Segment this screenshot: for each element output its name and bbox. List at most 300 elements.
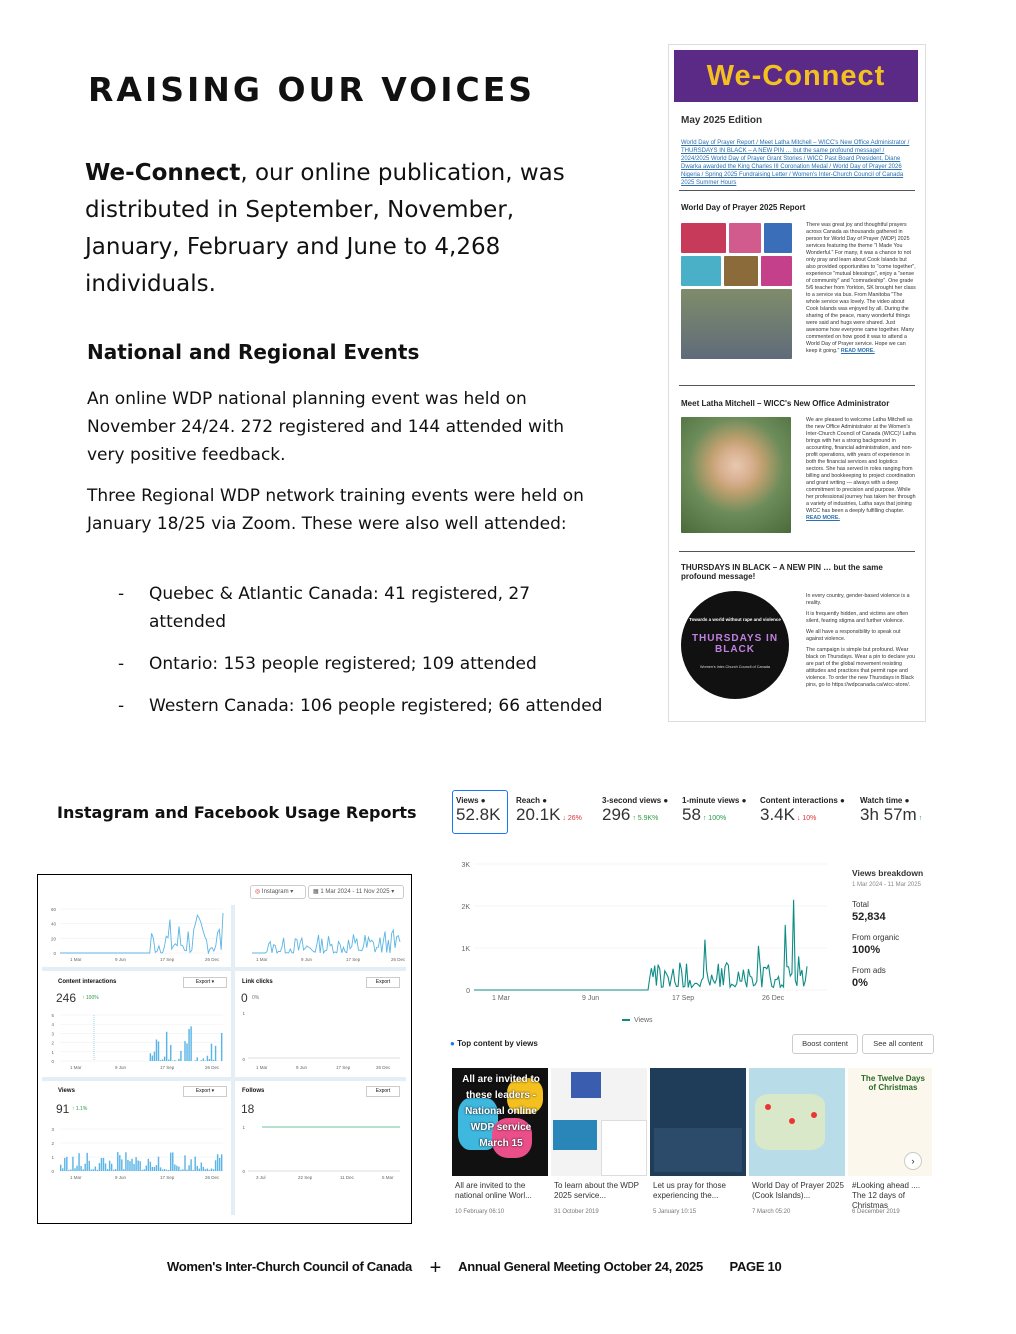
bar [113,1170,114,1171]
bar [131,1159,132,1171]
bar [172,1152,173,1171]
bar [156,1165,157,1171]
ads-label: From ads [852,966,886,975]
metric-delta: ↑ 100% [700,815,727,822]
bar [168,1170,169,1171]
bar [219,1158,220,1171]
bar [117,1152,118,1171]
tib-text-4: The campaign is simple but profound. Wear black on Thursdays. Wear a pin to declare you are part of the global movement resisting attitudes and practices that permit rape and violence. To order the new Thursdays in Black pins, go to https://wdpcanada.ca/wicc-store/. [806,647,916,688]
bar [184,1155,185,1171]
bar [78,1153,79,1171]
footer-meeting: Annual General Meeting October 24, 2025 [458,1259,703,1274]
metric-value-text: 58 [682,805,701,824]
newsletter-banner: We-Connect [674,50,918,102]
bar [133,1164,134,1171]
metric-value-text: 296 [602,805,631,824]
bullet-dash: - [118,654,125,674]
bar [99,1163,100,1171]
bullet-text: Ontario: 153 people registered; 109 attended [149,654,537,674]
tile-date: 10 February 06:10 [455,1209,505,1215]
total-value: 52,834 [852,911,886,923]
tile-photo [654,1128,742,1172]
organic-label: From organic [852,933,900,942]
platform-filter-label: Instagram [261,889,289,895]
bar [121,1159,122,1171]
top-content-tile[interactable] [848,1068,932,1176]
newsletter-section-title: Meet Latha Mitchell – WICC's New Office Administrator [681,399,890,408]
wdp-photo [729,223,761,253]
newsletter-section-body [806,417,916,522]
bullet-item [118,692,603,720]
tile-date: 7 March 05:20 [752,1209,791,1215]
bar [86,1153,87,1171]
views-delta: ↑ 1.1% [72,1106,88,1112]
y-tick-label: 20 [50,936,56,942]
metric-value [760,805,845,825]
events-title: National and Regional Events [87,340,420,364]
events-para-1: An online WDP national planning event was held on November 24/24. 272 registered and 144 attended with very positive feedback. [87,389,565,465]
x-tick-label: 17 Sep [672,995,695,1002]
bar [158,1157,159,1171]
intro-rest: , our online publication, was distributed in September, November, January, February and June to 4,268 individuals. [85,160,565,297]
tile-photo [553,1120,597,1150]
metric-tab[interactable] [602,796,668,825]
bar [217,1154,218,1171]
bar [176,1166,177,1171]
bar [160,1167,161,1171]
views-label: Views [58,1088,75,1094]
bar [211,1044,212,1061]
export-button[interactable]: Export [366,1086,400,1097]
bullet-dash: - [118,696,125,716]
x-tick-label: 17 Sep [160,957,175,962]
y-tick-label: 2K [461,904,470,911]
breakdown-title: Views breakdown [852,868,924,878]
bullet-text: Quebec & Atlantic Canada: 41 registered, 27 attended [149,584,531,632]
tile-date: 6 December 2019 [852,1209,900,1215]
metric-delta: ↓ 26% [560,815,582,822]
top-content-title: Top content by views [457,1039,538,1048]
tib-text-1: In every country, gender-based violence is a reality. [806,593,910,606]
bar [221,1033,222,1061]
metric-label: 3-second views ● [602,796,669,805]
x-tick-label: 17 Sep [160,1065,175,1070]
views-series-line [474,900,807,990]
x-tick-label: 26 Dec [391,957,406,962]
bar [62,1168,63,1171]
bar [89,1161,90,1171]
bar [111,1164,112,1171]
bar [152,1055,153,1061]
bar [190,1026,191,1061]
thursdays-in-black-pin [681,591,789,699]
top-content-tile[interactable] [452,1068,548,1176]
bar [97,1170,98,1171]
newsletter-section-body [806,593,916,689]
bar [197,1057,198,1061]
x-tick-label: 26 Dec [205,1065,220,1070]
bar [152,1167,153,1171]
series-line [252,930,400,953]
total-label: Total [852,900,869,909]
tile-caption: All are invited to the national online Worl... [455,1181,532,1200]
newsletter-section-title: World Day of Prayer 2025 Report [681,203,806,212]
bar [142,1170,143,1171]
bar [154,1052,155,1061]
bar [135,1157,136,1171]
bar [156,1040,157,1061]
bar [174,1165,175,1171]
see-all-content-button[interactable]: See all content [862,1034,934,1054]
views-value: 91 [56,1102,70,1116]
metric-tab[interactable] [760,796,845,825]
platform-filter[interactable]: ◎ Instagram ▾ [250,885,306,899]
metric-value [860,805,922,825]
bar [66,1157,67,1171]
x-tick-label: 17 Sep [346,957,361,962]
content-interactions-value: 246 [56,991,77,1005]
x-tick-label: 17 Sep [160,1175,175,1180]
metric-delta: ↑ [916,815,923,822]
read-more-link[interactable]: READ MORE. [840,348,875,354]
bar [125,1152,126,1171]
bar [186,1043,187,1061]
follows-value: 18 [241,1102,255,1116]
bar [209,1059,210,1061]
metric-value [456,805,500,825]
bar [192,1170,193,1171]
tile-date: 31 October 2019 [554,1209,599,1215]
bar [166,1032,167,1061]
tile-date: 5 January 10:15 [653,1209,697,1215]
y-tick-label: 3 [51,1031,54,1037]
bar [213,1060,214,1061]
events-para-2: Three Regional WDP network training events were held on January 18/25 via Zoom. These were also well attended: [87,486,584,534]
bar [166,1170,167,1171]
ig-chart-b [252,930,406,962]
bar [91,1170,92,1171]
bar [174,1060,175,1061]
map-pin-icon [811,1112,817,1118]
bar [119,1155,120,1171]
bar [199,1169,200,1171]
bar [146,1166,147,1171]
footer-page: PAGE 10 [729,1259,782,1274]
x-tick-label: 3 Jul [256,1175,266,1180]
metric-value [682,805,746,825]
newsletter-toc-links[interactable]: World Day of Prayer Report / Meet Latha Mitchell – WICC's New Office Administrator / THURSDAYS IN BLACK – A NEW PIN … but the same profound message! / 2024/2025 World Day of Prayer Grant Stories / WICC Past Board President, Diane Dwarka awarded the King Charles III Coronation Medal / World Day of Prayer 2026 Nigeria / Spring 2025 Fundraising Letter / Women's Inter-Church Council of Canada 2025 Summer Hours [681,140,910,186]
wdp-photo [681,223,726,253]
y-tick-label: 4 [51,1022,54,1028]
bar [154,1167,155,1171]
pin-bottom-text: Women's Inter-Church Council of Canada [699,665,771,669]
x-tick-label: 1 Mar [492,995,510,1002]
bar [101,1158,102,1171]
date-range-filter[interactable]: ▦ 1 Mar 2024 - 11 Nov 2025 ▾ [308,885,404,899]
x-tick-label: 26 Dec [762,995,785,1002]
we-connect-name: We-Connect [85,160,241,186]
link-clicks-delta: 0% [252,995,260,1001]
y-tick-label: 5 [51,1013,54,1018]
facebook-icon: ● [450,1039,455,1048]
bullet-dash: - [118,584,125,604]
content-interactions-label: Content interactions [58,979,117,985]
bar [80,1166,81,1171]
wdp-photo [681,256,721,286]
metric-tab[interactable] [860,796,922,825]
x-tick-label: 9 Jun [301,957,313,962]
divider [679,551,915,552]
x-tick-label: 1 Mar [70,1175,82,1180]
facebook-views-chart [452,848,842,1028]
tib-text-3: We all have a responsibility to speak out against violence. [806,629,901,642]
x-tick-label: 9 Jun [296,1065,308,1070]
bar [215,1160,216,1171]
ig-chart-views [51,1125,394,1180]
bar [197,1166,198,1171]
facebook-metrics-row [452,790,937,838]
wdp-logo [571,1072,601,1098]
bar [203,1167,204,1171]
bar [188,1165,189,1171]
bar [164,1169,165,1171]
bar [162,1169,163,1171]
tile-overlay-text: The Twelve Days of Christmas [861,1074,925,1092]
x-tick-label: 22 Sep [298,1175,313,1180]
bar [93,1169,94,1171]
footer-org: Women's Inter-Church Council of Canada [167,1259,412,1274]
intro-paragraph [85,155,605,303]
link-clicks-value: 0 [241,991,248,1005]
breakdown-range: 1 Mar 2024 - 11 Mar 2025 [852,882,921,888]
bar [109,1161,110,1171]
bullet-item [118,580,588,636]
metric-label: Reach ● [516,796,548,805]
legend-label: Views [634,1017,653,1024]
top-content-header [450,1039,538,1048]
wdp-photo [761,256,792,286]
bar [105,1163,106,1171]
page-heading: RAISING OUR VOICES [88,70,536,109]
bar [150,1162,151,1171]
y-tick-label: 40 [50,921,56,927]
bar [170,1045,171,1061]
metric-delta: ↑ 5.9K% [630,815,659,822]
newsletter-section-title: THURSDAYS IN BLACK – A NEW PIN … but the same profound message! [681,563,883,581]
bar [203,1058,204,1061]
bar [201,1163,202,1171]
divider [679,385,915,386]
x-tick-label: 1 Mar [70,957,82,962]
read-more-link[interactable]: READ MORE. [806,515,840,521]
pin-main-text: THURSDAYS IN BLACK [691,633,779,655]
x-tick-label: 26 Dec [205,1175,220,1180]
x-tick-label: 1 Mar [256,1065,268,1070]
top-content-tile[interactable] [749,1068,845,1176]
export-label: Export [195,979,211,985]
y-tick-label: 2 [51,1040,54,1046]
bar [68,1170,69,1171]
bar [162,1059,163,1061]
calendar-icon: ▦ [313,889,319,895]
y-tick-label: 1 [242,1125,245,1130]
bar [64,1158,65,1171]
instagram-charts-svg [38,875,411,1223]
bar [70,1170,71,1171]
y-tick-label: 0 [242,1169,245,1174]
metric-tab[interactable] [456,796,500,825]
export-label: Export [195,1088,211,1094]
bar [74,1168,75,1171]
bar [137,1160,138,1171]
tib-text-2: It is frequently hidden, and victims are often silent, fearing stigma and further violence. [806,611,909,624]
bar [178,1059,179,1061]
map-pin-icon [765,1104,771,1110]
x-tick-label: 17 Sep [336,1065,351,1070]
bullet-item [118,650,588,678]
metric-tab[interactable] [516,796,582,825]
y-tick-label: 3 [51,1127,54,1132]
bar [168,1060,169,1061]
bar [144,1169,145,1171]
x-tick-label: 26 Dec [205,957,220,962]
y-tick-label: 0 [466,988,470,995]
ig-chart-a [51,907,223,962]
tile-caption: World Day of Prayer 2025 (Cook Islands)... [752,1181,844,1200]
bar [211,1168,212,1171]
bar [84,1164,85,1171]
chevron-right-icon[interactable]: › [904,1152,922,1170]
metric-label: 1-minute views ● [682,796,747,805]
newsletter-edition: May 2025 Edition [681,115,763,126]
y-tick-label: 60 [50,907,56,912]
ads-value: 0% [852,977,868,989]
bar [123,1169,124,1171]
tile-caption: #Looking ahead .... The 12 days of Christmas [852,1181,921,1210]
plus-icon: + [429,1257,441,1279]
tile-document [601,1120,647,1176]
newsletter-preview [668,44,926,722]
y-tick-label: 2 [51,1141,54,1146]
export-button[interactable]: Export ▾ [183,977,227,988]
x-tick-label: 1 Mar [70,1065,82,1070]
tile-overlay-text: All are invited to these leaders - National online WDP service March 15 [462,1074,540,1149]
metric-label: Views ● [456,796,486,805]
bar [186,1170,187,1171]
bar [127,1160,128,1171]
bar [180,1051,181,1061]
content-interactions-delta: ↑ 100% [82,995,99,1001]
instagram-icon: ◎ [255,889,261,895]
bar [221,1154,222,1171]
wdp-group-photo [681,289,792,359]
x-tick-label: 11 Dec [340,1175,354,1180]
x-tick-label: 1 Mar [256,957,268,962]
date-range-label: 1 Mar 2024 - 11 Nov 2025 [320,889,390,895]
y-tick-label: 3K [461,862,470,869]
bar [205,1169,206,1171]
bar [201,1060,202,1061]
bar [188,1029,189,1061]
series-line [60,913,223,953]
y-tick-label: 1K [461,946,470,953]
x-tick-label: 26 Dec [376,1065,391,1070]
newsletter-section-body [806,222,916,355]
boost-content-button[interactable]: Boost content [792,1034,858,1054]
bullet-text: Western Canada: 106 people registered; 66 attended [149,696,603,716]
bar [209,1170,210,1171]
bar [180,1170,181,1171]
y-tick-label: 0 [51,1169,54,1174]
bar [60,1165,61,1171]
instagram-dashboard [37,874,412,1224]
metric-value-text: 20.1K [516,805,561,824]
y-tick-label: 1 [51,1155,54,1160]
export-button[interactable]: Export [366,977,400,988]
metric-value-text: 52.8K [456,805,501,824]
latha-photo [681,417,791,533]
organic-value: 100% [852,944,881,956]
y-tick-label: 1 [51,1049,54,1055]
y-tick-label: 0 [53,951,56,956]
bar [190,1159,191,1171]
bar [76,1166,77,1171]
bar [215,1046,216,1061]
metric-label: Content interactions ● [760,796,845,805]
bar [194,1157,195,1171]
map-pin-icon [789,1118,795,1124]
y-tick-label: 1 [242,1011,245,1016]
bar [107,1169,108,1171]
bar [82,1169,83,1171]
bar [158,1041,159,1061]
y-tick-label: 0 [51,1059,54,1064]
bar [178,1167,179,1171]
bar [170,1153,171,1171]
wdp-logo-photo [764,223,792,253]
top-content-tile[interactable] [551,1068,647,1176]
metric-value [516,805,582,825]
metric-value [602,805,668,825]
tile-caption: To learn about the WDP 2025 service... [554,1181,639,1200]
bar [72,1157,73,1171]
bar [182,1169,183,1171]
page-footer [167,1257,781,1280]
metric-tab[interactable] [682,796,746,825]
social-title: Instagram and Facebook Usage Reports [57,803,417,822]
y-tick-label: 0 [242,1057,245,1062]
bar [148,1159,149,1171]
x-tick-label: 9 Jun [582,995,600,1002]
wdp-report-text: There was great joy and thoughtful prayers across Canada as thousands gathered in person for World Day of Prayer (WDP) 2025 services featuring the theme "I Made You Wonderful." For many, it was a chance to not only pray and learn about Cook Islands but also provided opportunities to "come together", experience "mutual blessings", enjoy a "sense of community" and "comradeship". One grade 5/6 teacher from Yorkton, SK brought her class to a service via bus. From Manitoba "The whole service was lovely. The video about Cook Islands was enjoyed by all. During the sharing of the peace, many wonderful things were said and hugs were shared. Just awesome how everyone came together. Many commented on how good it was to attend a World Day of Prayer service. Hope we can keep it going." [806,222,916,354]
export-button[interactable]: Export ▾ [183,1086,227,1097]
views-breakdown [852,868,932,989]
bar [95,1167,96,1171]
metric-value-text: 3h 57m [860,805,917,824]
top-content-tile[interactable] [650,1068,746,1176]
bar [160,1060,161,1061]
bar [194,1060,195,1061]
follows-label: Follows [242,1088,265,1094]
metric-delta: ↓ 10% [794,815,817,822]
bar [207,1056,208,1061]
bar [213,1169,214,1171]
bar [150,1053,151,1061]
bar [129,1161,130,1171]
metric-label: Watch time ● [860,796,910,805]
ig-chart-content [51,1011,391,1070]
tile-caption: Let us pray for those experiencing the... [653,1181,726,1200]
